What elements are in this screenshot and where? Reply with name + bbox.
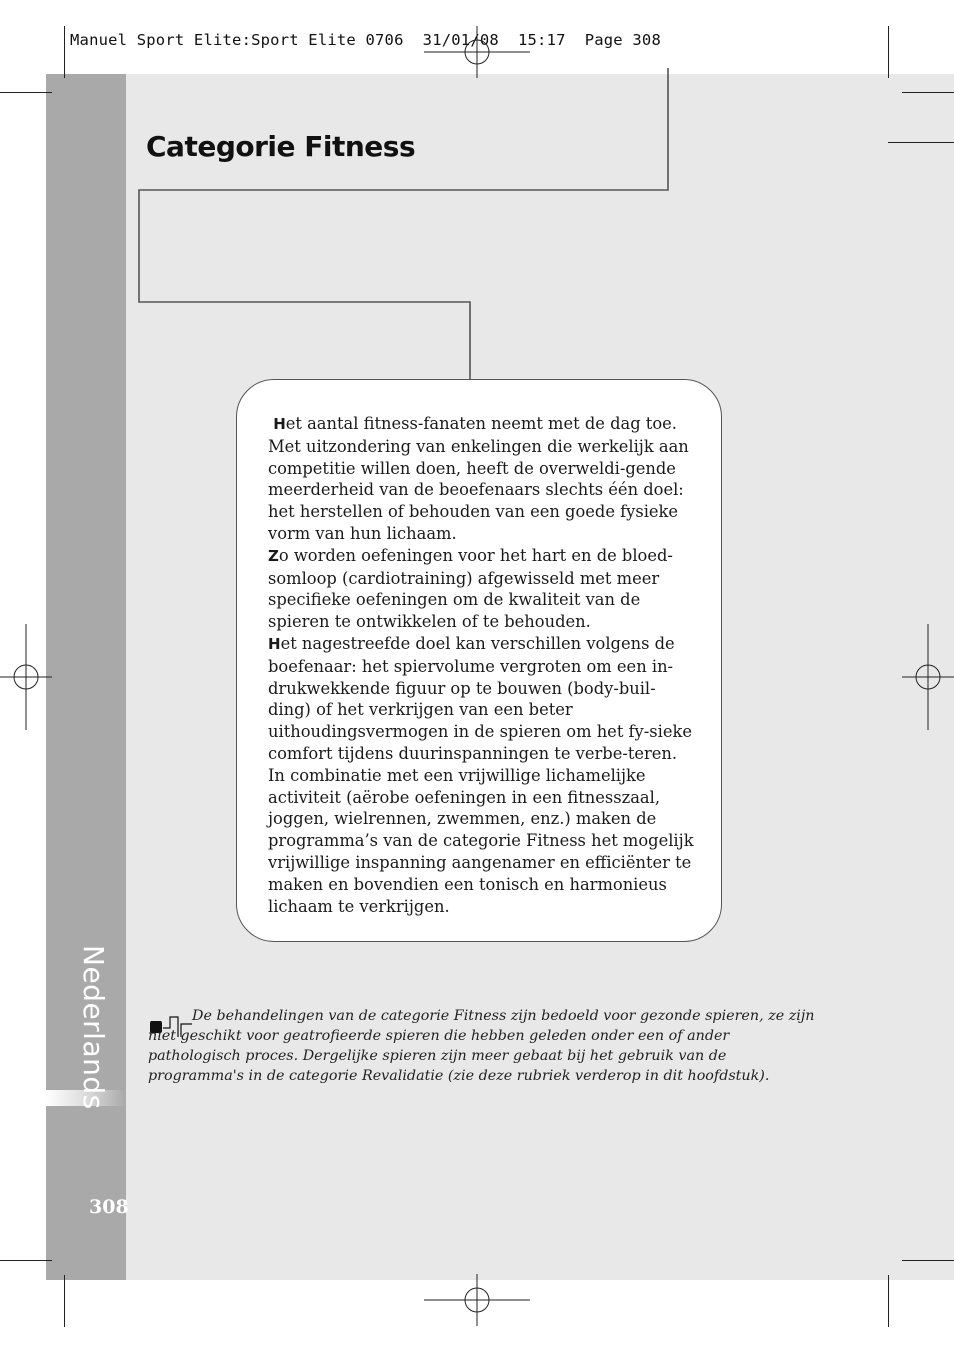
note-text — [148, 1006, 818, 1086]
crop-mark — [888, 1275, 889, 1327]
drop-initial: H — [268, 634, 281, 653]
crop-mark — [64, 26, 65, 78]
crosshair-icon — [424, 26, 530, 78]
page-title: Categorie Fitness — [146, 130, 416, 163]
crosshair-icon — [424, 1274, 530, 1326]
crosshair-icon — [0, 624, 52, 730]
note-body: De behandelingen van de categorie Fitness zijn bedoeld voor gezonde spieren, ze zijn niet geschikt voor geatrofieerde spieren die hebben geleden onder een of ander pathologisch proces. Dergelijke spieren zijn meer gebaat bij het gebruik van de programma's in de categorie Revalidatie (zie deze rubriek verderop in dit hoofdstuk). — [148, 1008, 815, 1084]
crosshair-icon — [902, 624, 954, 730]
paragraph-3 — [268, 633, 698, 917]
crop-mark — [888, 142, 954, 143]
paragraph-2 — [268, 545, 698, 633]
crop-mark — [0, 92, 52, 93]
paragraph-1 — [268, 413, 698, 545]
crop-mark — [902, 1260, 954, 1261]
drop-initial: H — [273, 415, 286, 433]
paragraph-text: et nagestreefde doel kan verschillen volgens de boefenaar: het spiervolume vergroten om een in-drukwekkende figuur op te bouwen (body-buil-ding) of het verkrijgen van een beter uithoudingsvermogen in de spieren om het fy-sieke comfort tijdens duurinspanningen te verbe-teren. In combinatie met een vrijwillige lichamelijke activiteit (aërobe oefeningen in een fitnesszaal, joggen, wielrennen, zwemmen, enz.) maken de programma’s van de categorie Fitness het mogelijk vrijwillige inspanning aangenamer en efficiënter te maken en bovendien een tonisch en harmonieus lichaam te verkrijgen. — [268, 633, 694, 916]
drop-initial: Z — [268, 546, 279, 565]
page-number: 308 — [89, 1196, 129, 1218]
print-header: Manuel Sport Elite:Sport Elite 0706 31/01/08 15:17 Page 308 — [70, 31, 661, 49]
paragraph-text: o worden oefeningen voor het hart en de bloed-somloop (cardiotraining) afgewisseld met meer specifieke oefeningen om de kwaliteit van de spieren te ontwikkelen of te behouden. — [268, 545, 673, 632]
crop-mark — [888, 26, 889, 78]
crop-mark — [902, 92, 954, 93]
paragraph-text: et aantal fitness-fanaten neemt met de dag toe. Met uitzondering van enkelingen die werkelijk aan competitie willen doen, heeft de overweldi-gende meerderheid van de beoefenaars slechts één doel: het herstellen of behouden van een goede fysieke vorm van hun lichaam. — [268, 414, 689, 543]
body-text — [268, 413, 698, 917]
crop-mark — [0, 1260, 52, 1261]
language-label: Nederlands — [77, 945, 110, 1110]
crop-mark — [64, 1275, 65, 1327]
